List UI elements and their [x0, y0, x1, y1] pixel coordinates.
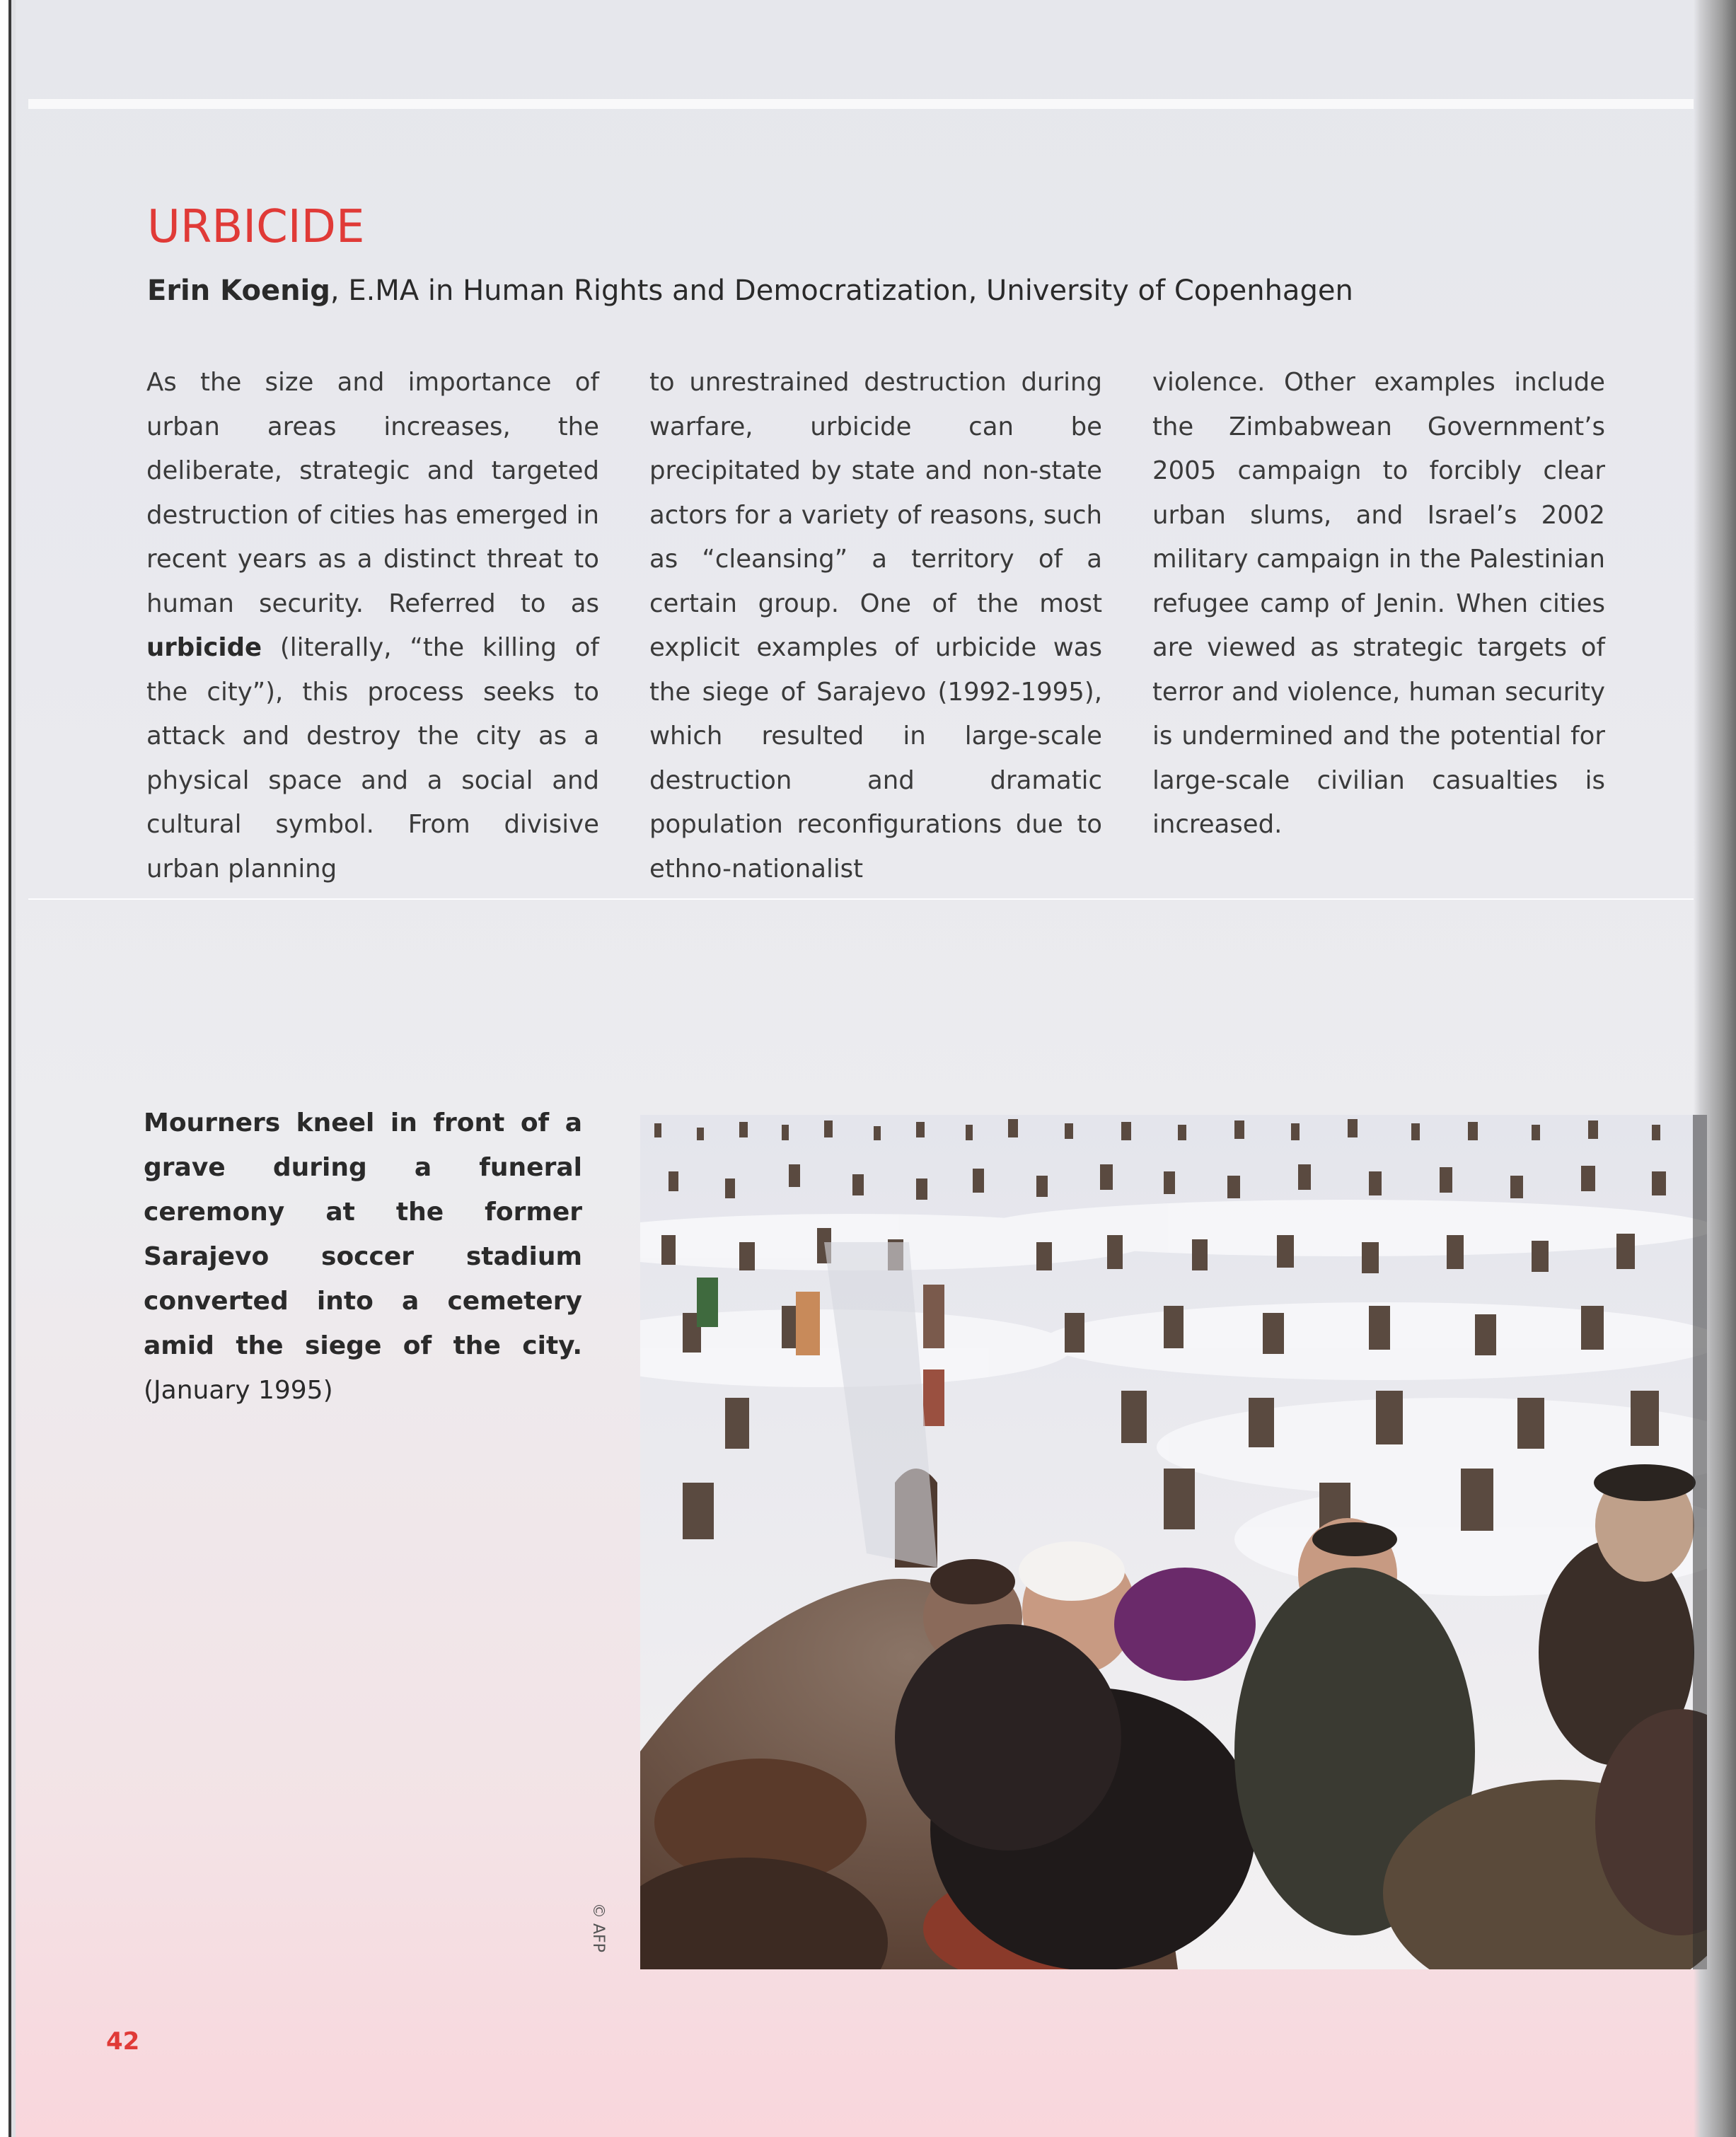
byline [147, 274, 1353, 307]
caption-text: Mourners kneel in front of a grave during a funeral ceremony at the former Sarajevo soccer stadium converted into a cemetery amid the siege of the city. [144, 1108, 582, 1360]
article-title: URBICIDE [147, 201, 365, 253]
top-divider [28, 99, 1694, 109]
photo-credit: © AFP [589, 1903, 607, 1952]
cemetery-photo-illustration [640, 1115, 1707, 1969]
cemetery-photo [640, 1115, 1707, 1969]
body-column-2: to unrestrained destruction during warfare, urbicide can be precipitated by state and non-state actors for a variety of reasons, such as “cleansing” a territory of a certain group. One of the most explicit examples of urbicide was the siege of Sarajevo (1992-1995), which resulted in large-scale destruction and dramatic population reconfigurations due to ethno-nationalist [649, 368, 1102, 884]
caption-date: (January 1995) [144, 1376, 333, 1405]
photo-caption [144, 1101, 582, 1413]
author-affiliation: , E.MA in Human Rights and Democratization, University of Copenhagen [330, 274, 1353, 307]
body-column-1 [146, 361, 599, 891]
middle-divider [28, 898, 1694, 900]
body-col1-pre: As the size and importance of urban areas increases, the deliberate, strategic and targeted destruction of cities has emerged in recent years as a distinct threat to human security. Referred to as [146, 368, 599, 618]
page-number: 42 [106, 2027, 140, 2056]
body-column-3: violence. Other examples include the Zimbabwean Government’s 2005 campaign to forcibly clear urban slums, and Israel’s 2002 military campaign in the Palestinian refugee camp of Jenin. When cities are viewed as strategic targets of terror and violence, human security is undermined and the potential for large-scale civilian casualties is increased. [1152, 368, 1605, 839]
body-col1-post: (literally, “the killing of the city”), this process seeks to attack and destroy the city as a physical space and a social and cultural symbol. From divisive urban planning [146, 633, 599, 884]
author-name: Erin Koenig [147, 274, 330, 307]
scan-left-edge [0, 0, 16, 2137]
urbicide-term: urbicide [146, 633, 262, 662]
